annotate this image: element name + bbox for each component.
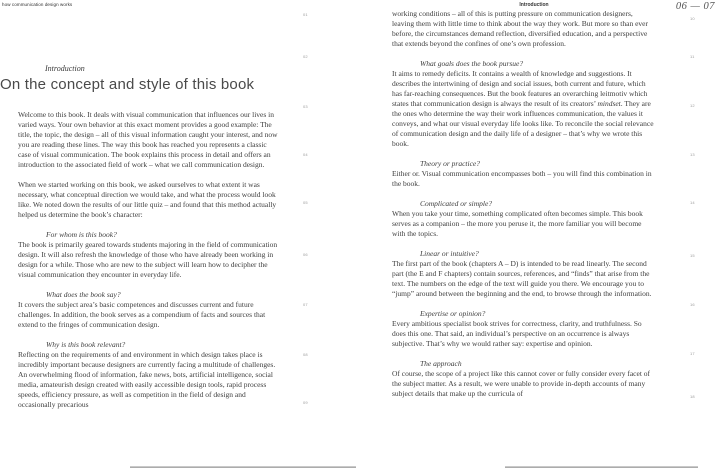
page-right: [360, 0, 720, 473]
text-run: Reflecting on the requirements of and environment in which design takes place is incredibly important because designers are currently facing a multitude of challenges. An overwhelming flood of information, fake news, bots, artificial intelligence, social media, amateurish design created with easily accessible design tools, rapid process speeds, efficiency pressure, as well as competition in the field of design and occasionally precarious: [18, 350, 276, 409]
section-question-heading: Theory or practice?: [420, 159, 480, 168]
running-head-chapter: Introduction: [519, 2, 549, 8]
margin-ref: 18: [690, 394, 695, 399]
paragraph: [18, 350, 279, 410]
margin-ref: 16: [690, 302, 695, 307]
margin-ref: 12: [690, 103, 695, 108]
paragraph: [392, 209, 654, 239]
margin-ref: 17: [690, 351, 695, 356]
bottom-rule-left: [130, 466, 356, 468]
section-question-heading: What does the book say?: [46, 290, 121, 299]
margin-ref: 14: [690, 200, 695, 205]
section-label: Introduction: [45, 64, 85, 73]
right-text-column: [392, 9, 654, 409]
paragraph: [392, 319, 654, 349]
margin-ref: 05: [303, 200, 308, 205]
margin-ref: 15: [690, 253, 695, 258]
text-run: The first part of the book (chapters A – D) is intended to be read linearly. The second part (the E and F chapters) contain sources, references, and “finds” that arise from the text. The numbers on the edge of the text will guide you there. We encourage you to “jump” around between the beginning and the end, to browse through the information.: [392, 259, 652, 298]
margin-ref: 10: [690, 16, 695, 21]
text-run: working conditions – all of this is putting pressure on communication designers, leaving them with little time to think about the way they work. But more so than ever before, the circumstances demand reflection, diversified education, and a perspective that extends beyond the confines of one’s own profession.: [392, 9, 648, 48]
paragraph: [18, 300, 279, 330]
margin-ref: 03: [303, 104, 308, 109]
paragraph: [392, 9, 654, 49]
section-question-heading: Why is this book relevant?: [46, 340, 126, 349]
text-run: Either or. Visual communication encompasses both – you will find this combination in the book.: [392, 169, 652, 188]
bottom-rule-right: [505, 466, 698, 468]
paragraph: [392, 259, 654, 299]
paragraph: [392, 69, 654, 149]
margin-ref: 06: [303, 252, 308, 257]
paragraph: [18, 240, 279, 280]
paragraph: [392, 369, 654, 399]
text-run: When we started working on this book, we asked ourselves to what extent it was necessary, what conceptual direction we would take, and what the process would look like. We noted down the results of our little quiz – and found that this method actually helped us determine the book’s character:: [18, 180, 277, 219]
left-text-column: [18, 110, 279, 420]
section-question-heading: What goals does the book pursue?: [420, 59, 524, 68]
section-question-heading: Complicated or simple?: [420, 199, 493, 208]
text-run: The book is primarily geared towards students majoring in the field of communication design. It will also refresh the knowledge of those who have already been working in design for a while. Those who are new to the subject will learn how to decipher the visual communication they encounter in everyday life.: [18, 240, 278, 279]
section-question-heading: Expertise or opinion?: [420, 309, 486, 318]
section-question-heading: For whom is this book?: [46, 230, 117, 239]
text-run: . They are the ones who determine the way their work influences communication, the values it conveys, and what our visual everyday life looks like. To reconcile the social relevance of communication design and the daily life of a designer – that’s why we wrote this book.: [392, 99, 654, 148]
text-run: Every ambitious specialist book strives for correctness, clarity, and truthfulness. So does this one. That said, an individual’s perspective on an occurrence is always subjective. That’s why we would rather say: expertise and opinion.: [392, 319, 642, 348]
margin-ref: 09: [303, 400, 308, 405]
margin-ref: 02: [303, 54, 308, 59]
margin-ref: 08: [303, 352, 308, 357]
section-question-heading: The approach: [420, 359, 462, 368]
margin-ref: 04: [303, 152, 308, 157]
paragraph: [392, 169, 654, 189]
margin-ref: 11: [690, 54, 695, 59]
text-run: It covers the subject area’s basic competences and discusses current and future challenges. In addition, the book serves as a compendium of facts and sources that extend to the fringes of communication design.: [18, 300, 266, 329]
margin-ref: 01: [303, 12, 308, 17]
text-run: Welcome to this book. It deals with visual communication that influences our lives in varied ways. Your own behavior at this exact moment provides a good example: The title, the topic, the design – all of this visual information caught your interest, and now you are reading these lines. The way this book has reached you represents a classic case of visual communication. The book explains this process in detail and offers an introduction to the associated field of work – what we call communication design.: [18, 110, 278, 169]
running-head-book-title: how communication design works: [2, 2, 73, 7]
page-title: On the concept and style of this book: [0, 76, 255, 93]
section-question-heading: Linear or intuitive?: [420, 249, 479, 258]
page-numbers-folio: 06 — 07: [675, 1, 715, 12]
margin-ref: 07: [303, 302, 308, 307]
paragraph: [18, 180, 279, 220]
text-run: When you take your time, something complicated often becomes simple. This book serves as a companion – the more you peruse it, the more familiar you will become with the topics.: [392, 209, 643, 238]
paragraph: [18, 110, 279, 170]
margin-ref: 13: [690, 152, 695, 157]
emphasized-word: mindset: [597, 99, 621, 108]
text-run: Of course, the scope of a project like this cannot cover or fully consider every facet of the subject matter. As a result, we were unable to provide in-depth accounts of many subject details that make up the curricula of: [392, 369, 651, 398]
text-run: It aims to remedy deficits. It contains a wealth of knowledge and suggestions. It describes the intertwining of design and social issues, both current and future, which has far-reaching consequences. But the book features an overarching leitmotiv which states that communication design is always the result of its creators’: [392, 69, 648, 108]
